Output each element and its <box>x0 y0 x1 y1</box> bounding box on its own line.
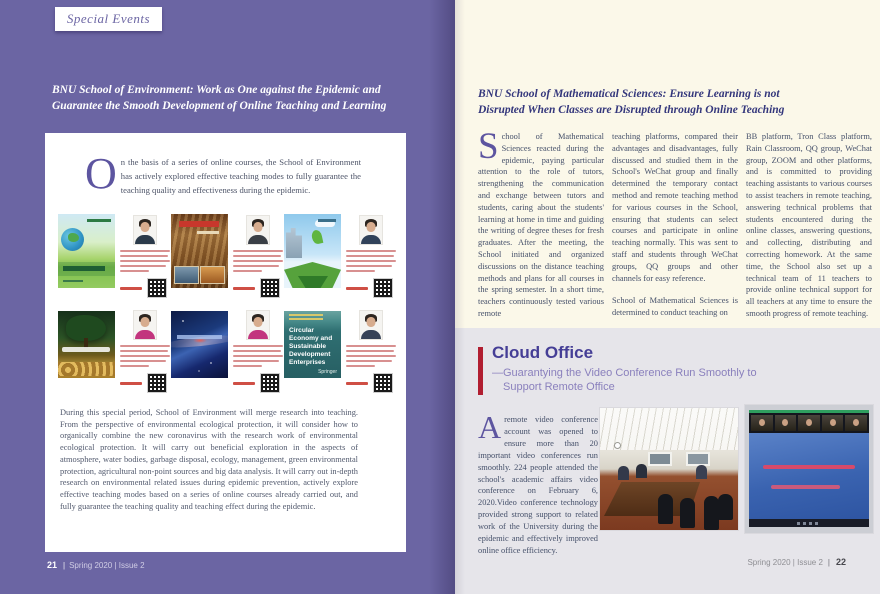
participant-video <box>775 415 797 431</box>
environment-body-paragraph: During this special period, School of Environment will merge research into teaching. From the perspective of environmental ecological protection, it will consider how to organically combine the new coronavirus with the research work of environmental ecological protection. It will carry out beneficial exploration in the aspects of atmosphere, water bodies, garbage disposal, ecology, management, green environmental protection, agricultural non-point sources and big data analysis. It will carry out in-depth research on environmental related issues during epidemic prevention, actively explore effective teaching modes based on a series of online courses already carried out, and fully guarantee the teaching quality and teaching effect during the epidemic. <box>60 408 358 511</box>
portrait-face <box>367 317 376 327</box>
environment-intro-text: n the basis of a series of online courses, the School of Environment has actively explored effective teaching modes to fully guarantee the teaching quality and effectiveness during the epidemic. <box>120 157 361 195</box>
cover-gold-coins <box>58 362 115 376</box>
cover-small-title-bar <box>87 219 111 222</box>
course-card-5 <box>171 309 284 393</box>
cover-seedling <box>311 229 324 245</box>
left-edition-label: Spring 2020 | Issue 2 <box>69 561 145 570</box>
math-article-title <box>478 86 870 118</box>
course-qr-code <box>147 278 167 298</box>
participant-video <box>751 415 773 431</box>
office-chair <box>718 494 733 520</box>
participant-thumbnails <box>749 413 869 433</box>
dropcap-s: S <box>478 126 499 167</box>
portrait-shoulders <box>248 330 268 340</box>
course-info-2 <box>232 214 284 298</box>
qr-label-placeholder <box>233 287 255 290</box>
math-article-columns <box>478 126 872 320</box>
wall-screen-right <box>686 452 710 466</box>
course-description-placeholder <box>233 250 283 275</box>
portrait-face <box>141 317 150 327</box>
course-qr-code <box>373 373 393 393</box>
cover-inset-photo-city <box>174 266 199 284</box>
math-column1-text: chool of Mathematical Sciences reacted during the epidemic, paying particular attention to the role of tutors, strengthening the communication and exchange between tutors and students, caring about the students' learning at home in time and guiding the writing of degree theses for fresh graduates. After the meeting, the School initiated and organized discussions on the distance teaching methods and plans for all courses in the spring semester. In a short time, teachers continuously tested various remote <box>478 132 604 318</box>
course-card-1 <box>58 214 171 298</box>
portrait-shoulders <box>135 330 155 340</box>
cartoon-earth-illustration <box>61 228 84 251</box>
cover-small-title-bar <box>318 219 336 222</box>
course-qr-row <box>346 278 396 298</box>
cloud-office-subtitle <box>492 366 757 394</box>
office-chair <box>680 498 695 528</box>
footer-divider: | <box>63 561 66 570</box>
participant-video <box>798 415 820 431</box>
cover-subtitle-bar <box>197 231 219 234</box>
cloud-office-body-text: remote video conference account was opened to ensure more than 20 important video conferences run smoothly. 224 people attended the school's academic affairs video conference on February 6, 2020.Video conference technology provided strong support to related work of the University during the epidemic and effectively improved online office efficiency. <box>478 415 598 555</box>
shared-slide-area <box>749 433 869 519</box>
portrait-shoulders <box>361 330 381 340</box>
course-info-5 <box>232 309 284 393</box>
math-article-column-2 <box>612 131 738 320</box>
qr-label-placeholder <box>346 287 368 290</box>
course-card-4 <box>58 309 171 393</box>
qr-label-placeholder <box>120 287 142 290</box>
course-description-placeholder <box>233 345 283 370</box>
right-edition-label: Spring 2020 | Issue 2 <box>747 558 823 567</box>
cover-city-skyline <box>286 228 302 258</box>
cover-title-text: Circular Economy and Sustainable Development Enterprises <box>289 327 333 366</box>
participant-video <box>845 415 867 431</box>
right-page <box>455 0 880 594</box>
footer-divider: | <box>827 558 830 567</box>
red-accent-bar <box>478 347 483 395</box>
office-chair <box>704 496 719 530</box>
course-card-6 <box>284 309 397 393</box>
environment-intro-paragraph <box>85 149 361 198</box>
meeting-attendee <box>618 466 629 480</box>
meeting-attendee <box>696 465 707 479</box>
course-info-6 <box>345 309 397 393</box>
environment-article-title <box>52 82 400 114</box>
teacher-portrait <box>133 310 157 340</box>
cover-script-title-bar <box>62 347 110 352</box>
spine-shadow <box>429 0 455 594</box>
dropcap-o: O <box>85 149 117 198</box>
course-card-3 <box>284 214 397 298</box>
office-chair <box>658 494 673 524</box>
book-cover-environmental-planning <box>284 214 341 288</box>
cloud-office-section <box>455 328 880 594</box>
portrait-shoulders <box>361 235 381 245</box>
environment-content-card <box>45 133 406 552</box>
cloud-office-subtitle-line1: —Guarantying the Video Conference Run Smoothly to <box>492 367 757 379</box>
teacher-portrait <box>246 310 270 340</box>
right-page-footer <box>747 557 846 567</box>
left-page-number: 21 <box>47 560 58 570</box>
laptop-screen <box>749 410 869 527</box>
course-card-2 <box>171 214 284 298</box>
portrait-shoulders <box>248 235 268 245</box>
course-qr-row <box>120 373 170 393</box>
teacher-portrait <box>359 215 383 245</box>
math-article-title-line2: Disrupted When Classes are Disrupted through Online Teaching <box>478 104 785 116</box>
cover-authors-bar <box>289 314 323 316</box>
cloud-office-title: Cloud Office <box>492 343 594 362</box>
section-badge <box>55 7 162 31</box>
portrait-face <box>367 222 376 232</box>
environment-article-title-line1: BNU School of Environment: Work as One against the Epidemic and <box>52 84 381 96</box>
course-info-3 <box>345 214 397 298</box>
cloud-office-body <box>478 409 598 557</box>
portrait-face <box>141 222 150 232</box>
cover-inset-photo-canyon <box>200 266 225 284</box>
book-cover-circular-economy <box>284 311 341 378</box>
cover-title-bar <box>177 335 222 339</box>
book-cover-resource-recycling <box>171 311 228 378</box>
book-cover-environmental-geoscience <box>171 214 228 288</box>
left-page-footer <box>47 560 145 570</box>
meeting-attendee <box>636 464 647 478</box>
wall-screen-left <box>648 452 672 466</box>
book-cover-environment-sustainability <box>58 311 115 378</box>
math-article-title-line1: BNU School of Mathematical Sciences: Ensure Learning is not <box>478 88 780 100</box>
math-article-column-3 <box>746 131 872 320</box>
wall-clock <box>614 442 621 449</box>
publisher-logo: Springer <box>318 369 337 375</box>
cover-title-bar <box>63 266 105 271</box>
portrait-shoulders <box>135 235 155 245</box>
environment-article-title-line2: Guarantee the Smooth Development of Online Teaching and Learning <box>52 100 387 112</box>
math-column2-paragraph1: teaching platforms, compared their advantages and disadvantages, fully discussed and studied them in the School's WeChat group and finally determined the temporary contact method and remote teaching method for various courses in the School, ensuring that students can select courses and participate in online teaching normally. This was sent to staff and students through WeChat groups, QQ groups and other channels for easy reference. <box>612 132 738 283</box>
math-column3-text: BB platform, Tron Class platform, Rain Classroom, QQ group, WeChat group, ZOOM and other platforms, and is committed to providing teaching assistants to various courses to assist teachers in remote teaching, answering technical problems that students encountered during the online classes, answering questions, and collecting, distributing and correcting homework. At the same time, the School also set up a technical team of 11 teachers to provide online technical support for all teachers at any time to ensure the smooth progress of remote teaching. <box>746 132 872 318</box>
course-qr-row <box>120 278 170 298</box>
course-qr-row <box>346 373 396 393</box>
video-conference-photo <box>745 405 873 533</box>
slide-text-placeholder <box>771 485 841 489</box>
course-description-placeholder <box>120 250 170 275</box>
participant-video <box>822 415 844 431</box>
teacher-portrait <box>246 215 270 245</box>
course-gallery-row-2 <box>58 309 397 393</box>
course-info-4 <box>119 309 171 393</box>
book-cover-environmental-science-intro <box>58 214 115 288</box>
cover-subtitle-bar <box>63 280 83 283</box>
course-description-placeholder <box>346 345 396 370</box>
section-badge-label: Special Events <box>66 11 151 26</box>
course-qr-row <box>233 278 283 298</box>
math-column2-paragraph2: School of Mathematical Sciences is determined to conduct teaching on <box>612 296 738 318</box>
cloud-office-subtitle-line2: Support Remote Office <box>503 381 615 393</box>
cover-title-bar <box>179 221 219 227</box>
course-qr-code <box>147 373 167 393</box>
qr-label-placeholder <box>120 382 142 385</box>
course-info-1 <box>119 214 171 298</box>
qr-label-placeholder <box>346 382 368 385</box>
course-gallery-row-1 <box>58 214 397 298</box>
qr-label-placeholder <box>233 382 255 385</box>
course-qr-code <box>373 278 393 298</box>
conference-room-photo <box>600 408 738 530</box>
course-qr-code <box>260 278 280 298</box>
screen-taskbar <box>749 519 869 527</box>
dropcap-a: A <box>478 409 502 445</box>
math-article-section <box>455 0 880 328</box>
teacher-portrait <box>133 215 157 245</box>
portrait-face <box>254 317 263 327</box>
portrait-face <box>254 222 263 232</box>
page-gutter-shadow <box>455 0 465 594</box>
course-description-placeholder <box>346 250 396 275</box>
math-article-column-1 <box>478 126 604 320</box>
teacher-portrait <box>359 310 383 340</box>
right-page-number: 22 <box>835 557 846 567</box>
course-description-placeholder <box>120 345 170 370</box>
course-qr-code <box>260 373 280 393</box>
course-qr-row <box>233 373 283 393</box>
slide-text-placeholder <box>763 465 854 469</box>
